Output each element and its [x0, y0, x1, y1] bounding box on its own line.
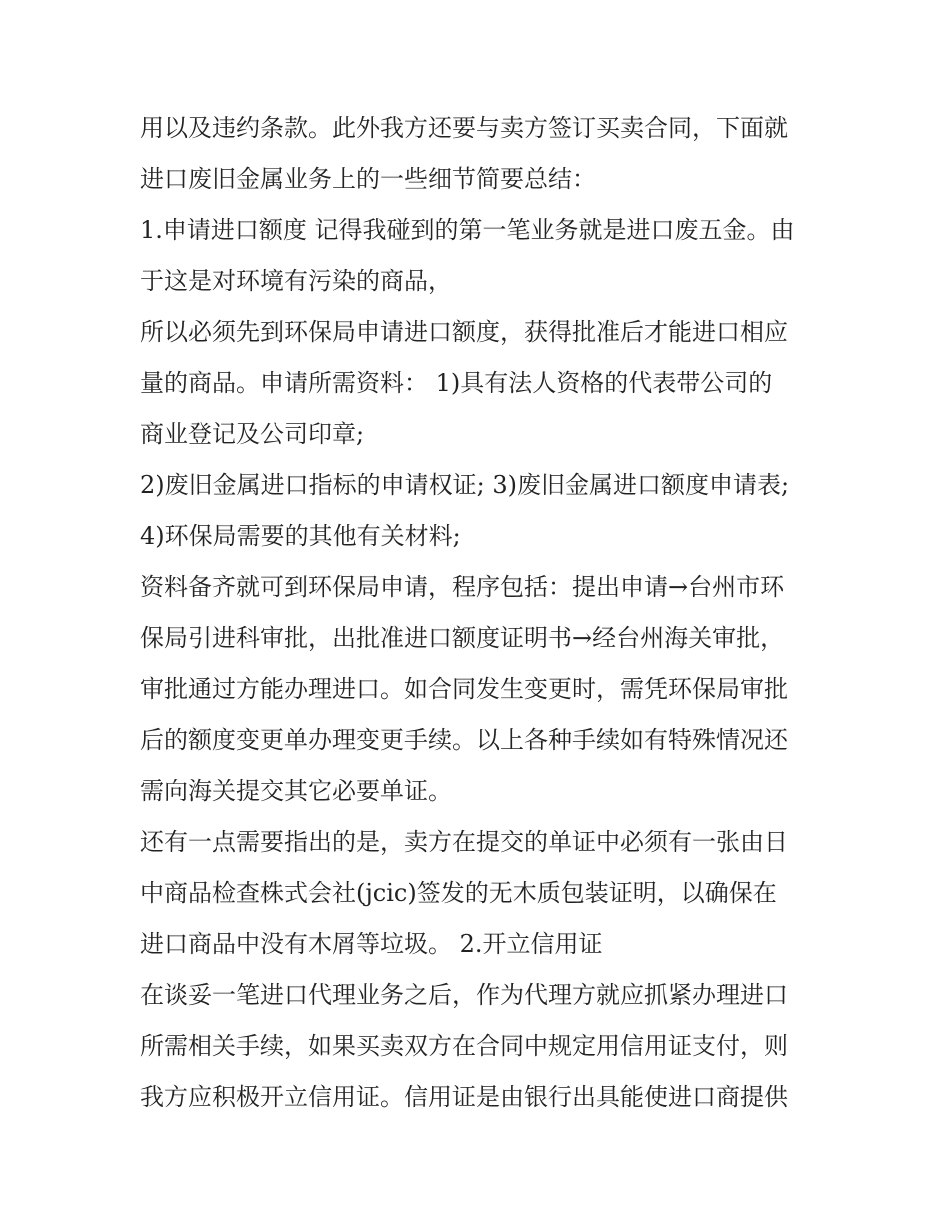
text-line: 还有一点需要指出的是，卖方在提交的单证中必须有一张由日 [140, 828, 788, 856]
text-line: 进口商品中没有木屑等垃圾。 2.开立信用证 [140, 930, 603, 958]
text-line: 进口废旧金属业务上的一些细节简要总结： [140, 165, 596, 193]
text-line: 在谈妥一笔进口代理业务之后，作为代理方就应抓紧办理进口 [140, 981, 788, 1009]
body-text [140, 103, 820, 1123]
text-line: 保局引进科审批，出批准进口额度证明书→经台州海关审批， [140, 624, 785, 652]
text-line: 中商品检查株式会社(jcic)签发的无木质包装证明，以确保在 [140, 879, 777, 907]
text-line: 资料备齐就可到环保局申请，程序包括：提出申请→台州市环 [140, 573, 785, 601]
text-line: 1.申请进口额度 记得我碰到的第一笔业务就是进口废五金。由 [140, 216, 795, 244]
text-line: 用以及违约条款。此外我方还要与卖方签订买卖合同，下面就 [140, 114, 788, 142]
text-line: 需向海关提交其它必要单证。 [140, 777, 452, 805]
text-line: 于这是对环境有污染的商品， [140, 267, 452, 295]
text-line: 商业登记及公司印章; [140, 420, 365, 448]
text-line: 所以必须先到环保局申请进口额度，获得批准后才能进口相应 [140, 318, 788, 346]
text-line: 2)废旧金属进口指标的申请权证; 3)废旧金属进口额度申请表; [140, 471, 790, 499]
text-line: 所需相关手续，如果买卖双方在合同中规定用信用证支付，则 [140, 1032, 788, 1060]
text-line: 我方应积极开立信用证。信用证是由银行出具能使进口商提供 [140, 1083, 788, 1111]
text-line: 后的额度变更单办理变更手续。以上各种手续如有特殊情况还 [140, 726, 788, 754]
text-line: 4)环保局需要的其他有关材料; [140, 522, 461, 550]
text-line: 审批通过方能办理进口。如合同发生变更时，需凭环保局审批 [140, 675, 788, 703]
text-line: 量的商品。申请所需资料： 1)具有法人资格的代表带公司的 [140, 369, 773, 397]
